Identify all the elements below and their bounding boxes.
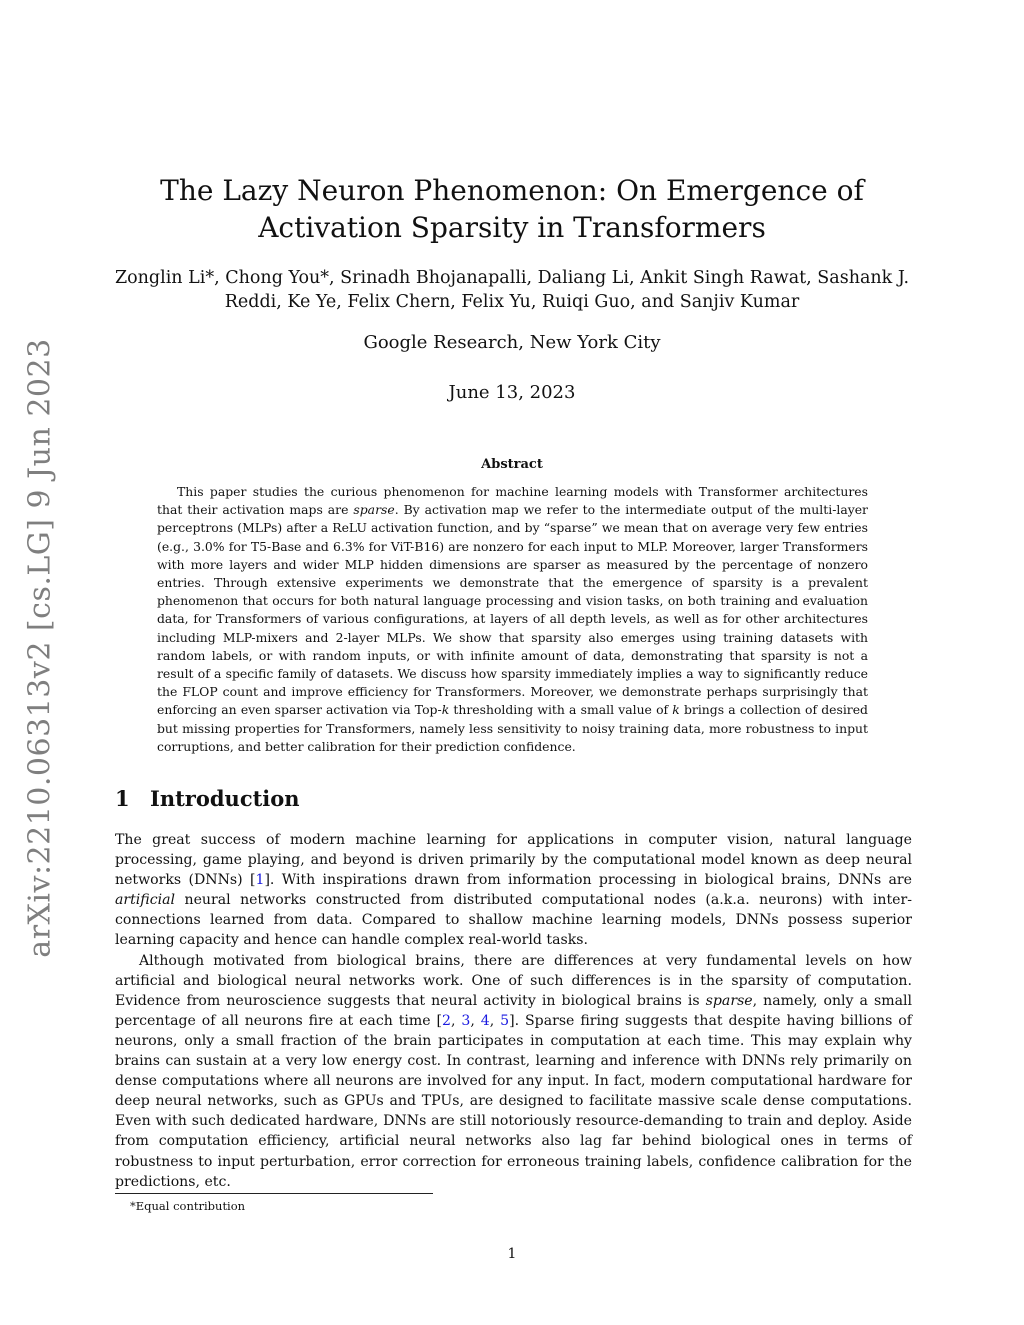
section-title: Introduction bbox=[150, 786, 300, 811]
abstract-text: This paper studies the curious phenomenon for machine learning models with Transformer architectures that their activation maps are bbox=[157, 484, 868, 518]
citation-separator: , bbox=[489, 1012, 501, 1029]
paragraph-text: ]. With inspirations drawn from information processing in biological brains, DNNs are bbox=[264, 872, 913, 889]
citation-separator: , bbox=[470, 1012, 481, 1029]
section-number: 1 bbox=[115, 786, 130, 811]
paragraph-text: neural networks constructed from distributed computational nodes (a.k.a. neurons) with inter-connections learned from data. Compared to shallow machine learning models, DNNs possess superior learning capacity and hence can handle complex real-world tasks. bbox=[115, 892, 912, 949]
abstract-text: brings a collection of desired but missing properties for Transformers, namely less sensitivity to noisy training data, more robustness to input corruptions, and better calibration for their prediction confidence. bbox=[157, 702, 868, 754]
citation-link[interactable]: 5 bbox=[500, 1012, 510, 1029]
citation-separator: , bbox=[450, 1012, 462, 1029]
abstract-emphasis: sparse bbox=[353, 502, 395, 518]
abstract-math-k: k bbox=[441, 702, 450, 718]
paragraph-text: , namely, only a small percentage of all neurons fire at each time [ bbox=[115, 992, 912, 1029]
affiliation: Google Research, New York City bbox=[363, 332, 661, 353]
abstract-text: thresholding with a small value of bbox=[449, 702, 673, 718]
arxiv-side-stamp: arXiv:2210.06313v2 [cs.LG] 9 Jun 2023 bbox=[22, 338, 58, 958]
introduction-body bbox=[115, 830, 912, 1192]
paragraph-text: Although motivated from biological brains, there are differences at very fundamental levels on how artificial and biological neural networks work. One of such differences is in the sparsity of computation. Evidence from neuroscience suggests that neural activity in biological brains is bbox=[115, 952, 912, 1009]
footnote-rule bbox=[115, 1193, 433, 1194]
paragraph bbox=[115, 830, 912, 951]
page-number: 1 bbox=[507, 1246, 517, 1262]
abstract-math-k: k bbox=[672, 702, 680, 718]
paragraph-emphasis: sparse bbox=[705, 992, 753, 1009]
paragraph-emphasis: artificial bbox=[115, 892, 176, 909]
citation-link[interactable]: 2 bbox=[442, 1012, 451, 1029]
abstract-body bbox=[157, 483, 868, 756]
citation-link[interactable]: 4 bbox=[480, 1012, 490, 1029]
author-list: Zonglin Li*, Chong You*, Srinadh Bhojanapalli, Daliang Li, Ankit Singh Rawat, Sashank J. Reddi, Ke Ye, Felix Chern, Felix Yu, Ruiqi Guo, and Sanjiv Kumar bbox=[114, 268, 910, 312]
paragraph-text: ]. Sparse firing suggests that despite having billions of neurons, only a small fraction of the brain participates in computation at each time. This may explain why brains can sustain at a very low energy cost. In contrast, learning and inference with DNNs rely primarily on dense computations where all neurons are involved for any input. In fact, modern computational hardware for deep neural networks, such as GPUs and TPUs, are designed to facilitate massive scale dense computations. Even with such dedicated hardware, DNNs are still notoriously resource-demanding to train and deploy. Aside from computation efficiency, artificial neural networks also lag far behind biological ones in terms of robustness to input perturbation, error correction for erroneous training labels, confidence calibration for the predictions, etc. bbox=[115, 1012, 912, 1190]
paper-date: June 13, 2023 bbox=[448, 382, 576, 403]
abstract-heading: Abstract bbox=[481, 457, 543, 472]
abstract-text: . By activation map we refer to the intermediate output of the multi-layer perceptrons (MLPs) after a ReLU activation function, and by “sparse” we mean that on average very few entries (e.g., 3.0% for T5-Base and 6.3% for ViT-B16) are nonzero for each input to MLP. Moreover, larger Transformers with more layers and wider MLP hidden dimensions are sparser as measured by the percentage of nonzero entries. Through extensive experiments we demonstrate that the emergence of sparsity is a prevalent phenomenon that occurs for both natural language processing and vision tasks, on both training and evaluation data, for Transformers of various configurations, at layers of all depth levels, as well as for other architectures including MLP-mixers and 2-layer MLPs. We show that sparsity also emerges using training datasets with random labels, or with random inputs, or with infinite amount of data, demonstrating that sparsity is not a result of a specific family of datasets. We discuss how sparsity immediately implies a way to significantly reduce the FLOP count and improve efficiency for Transformers. Moreover, we demonstrate perhaps surprisingly that enforcing an even sparser activation via Top- bbox=[157, 502, 868, 718]
footnote: *Equal contribution bbox=[130, 1199, 246, 1213]
paragraph bbox=[115, 951, 912, 1192]
paper-title: The Lazy Neuron Phenomenon: On Emergence of Activation Sparsity in Transformers bbox=[160, 174, 864, 244]
section-heading bbox=[115, 786, 300, 811]
citation-link[interactable]: 3 bbox=[461, 1012, 471, 1029]
citation-link[interactable]: 1 bbox=[255, 872, 265, 889]
paragraph-text: The great success of modern machine learning for applications in computer vision, natural language processing, game playing, and beyond is driven primarily by the computational model known as deep neural networks (DNNs) [ bbox=[115, 832, 912, 889]
